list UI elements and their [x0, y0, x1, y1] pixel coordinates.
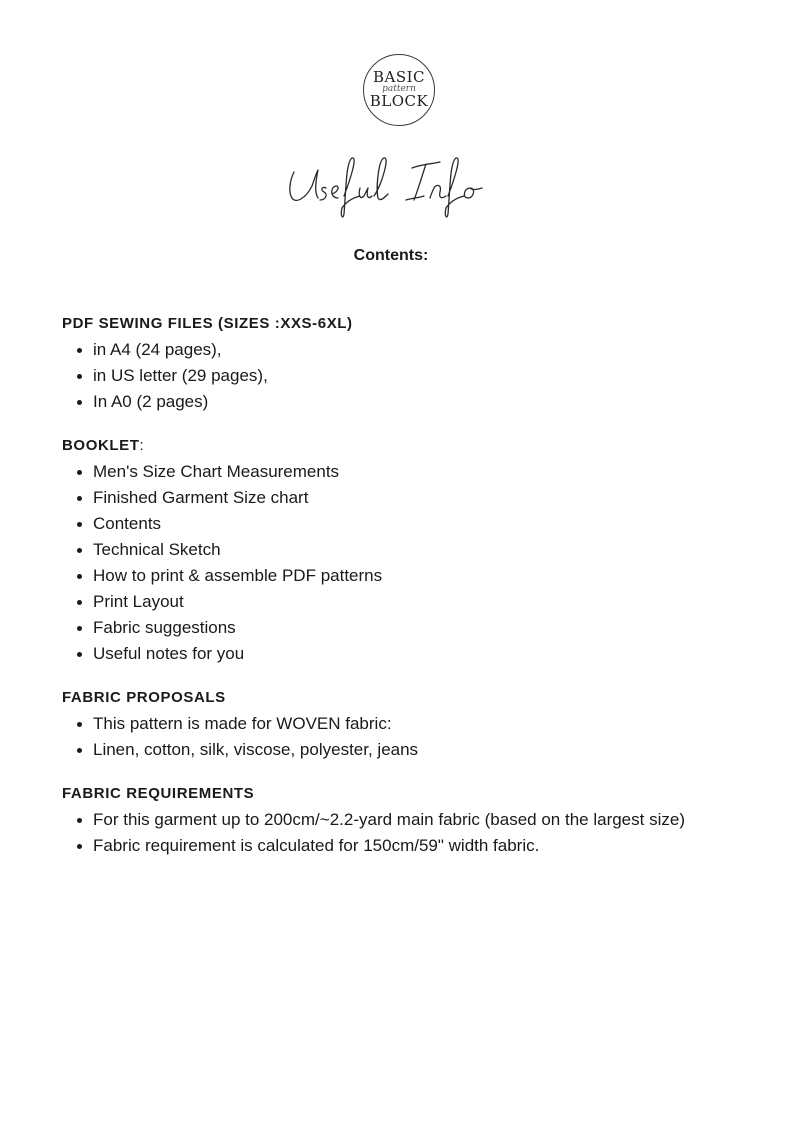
list-item: Print Layout	[62, 589, 782, 615]
list-item: This pattern is made for WOVEN fabric:	[62, 711, 782, 737]
section-booklet	[62, 435, 782, 667]
list-item: in A4 (24 pages),	[62, 337, 782, 363]
section-heading	[62, 687, 782, 709]
section-heading-text: BOOKLET	[62, 437, 140, 454]
section-heading-text: FABRIC PROPOSALS	[62, 689, 226, 706]
section-heading	[62, 313, 782, 335]
list-item: For this garment up to 200cm/~2.2-yard main fabric (based on the largest size)	[62, 807, 782, 833]
list-item: Contents	[62, 511, 782, 537]
list-item: In A0 (2 pages)	[62, 389, 782, 415]
list-item: Fabric requirement is calculated for 150cm/59" width fabric.	[62, 833, 782, 859]
section-heading	[62, 783, 782, 805]
brand-logo	[363, 54, 435, 126]
script-heading-useful-info	[280, 150, 520, 220]
section-list	[62, 459, 782, 667]
section-list	[62, 337, 782, 415]
contents-title: Contents:	[353, 247, 429, 264]
section-fabric-requirements	[62, 783, 782, 859]
section-fabric-proposals	[62, 687, 782, 763]
section-list	[62, 807, 782, 859]
section-list	[62, 711, 782, 763]
script-heading-art	[280, 150, 520, 220]
list-item: Useful notes for you	[62, 641, 782, 667]
list-item: Technical Sketch	[62, 537, 782, 563]
section-heading	[62, 435, 782, 457]
list-item: How to print & assemble PDF patterns	[62, 563, 782, 589]
section-pdf-sewing-files	[62, 313, 782, 415]
list-item: Fabric suggestions	[62, 615, 782, 641]
contents-sections	[62, 313, 782, 879]
section-heading-text: FABRIC REQUIREMENTS	[62, 785, 255, 802]
logo-text-pattern: pattern	[382, 84, 416, 94]
logo-text-basic: BASIC	[372, 68, 426, 86]
section-heading-colon: :	[139, 437, 145, 454]
section-heading-text: PDF SEWING FILES (SIZES :XXS-6XL)	[62, 315, 353, 332]
list-item: Men's Size Chart Measurements	[62, 459, 782, 485]
list-item: in US letter (29 pages),	[62, 363, 782, 389]
list-item: Linen, cotton, silk, viscose, polyester, jeans	[62, 737, 782, 763]
list-item: Finished Garment Size chart	[62, 485, 782, 511]
logo-text-block: BLOCK	[369, 92, 429, 110]
